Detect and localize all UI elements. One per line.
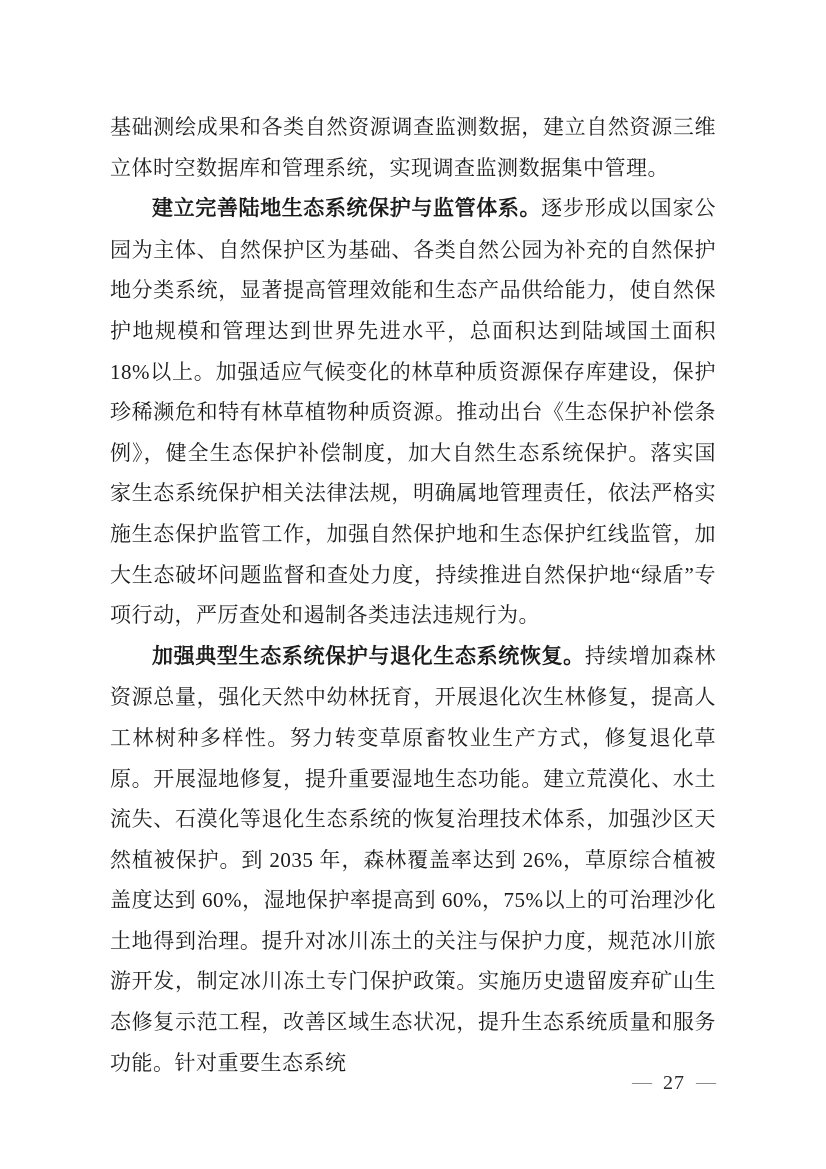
page-number: 27 [663,1072,685,1094]
page-number-dash-left: — [632,1071,652,1093]
paragraph-ecosystem-restoration [110,636,716,1084]
paragraph-land-ecosystem-protection [110,188,716,636]
paragraph-text: 逐步形成以国家公园为主体、自然保护区为基础、各类自然公园为补充的自然保护地分类系统，显著提高管理效能和生态产品供给能力，使自然保护地规模和管理达到世界先进水平，总面积达到陆域国土面积 18%以上。加强适应气候变化的林草种质资源保存库建设，保护珍稀濒危和特有林草植物种质资源。推动出台《生态保护补偿条例》，健全生态保护补偿制度，加大自然生态系统保护。落实国家生态系统保护相关法律法规，明确属地管理责任，依法严格实施生态保护监管工作，加强自然保护地和生态保护红线监管，加大生态破坏问题监督和查处力度，持续推进自然保护地“绿盾”专项行动，严厉查处和遏制各类违法违规行为。 [110,196,717,628]
page-number-dash-right: — [696,1071,716,1093]
paragraph-text: 持续增加森林资源总量，强化天然中幼林抚育，开展退化次生林修复，提高人工林树种多样性。努力转变草原畜牧业生产方式，修复退化草原。开展湿地修复，提升重要湿地生态功能。建立荒漠化、水土流失、石漠化等退化生态系统的恢复治理技术体系，加强沙区天然植被保护。到 2035 年，森林覆盖率达到 26%，草原综合植被盖度达到 60%，湿地保护率提高到 60%，75%以上的可治理沙化土地得到治理。提升对冰川冻土的关注与保护力度，规范冰川旅游开发，制定冰川冻土专门保护政策。实施历史遗留废弃矿山生态修复示范工程，改善区域生态状况，提升生态系统质量和服务功能。针对重要生态系统 [110,643,717,1075]
paragraph-bold-lead: 建立完善陆地生态系统保护与监管体系。 [152,197,542,221]
paragraph-continuation [110,107,716,188]
paragraph-text: 基础测绘成果和各类自然资源调查监测数据，建立自然资源三维立体时空数据库和管理系统，实现调查监测数据集中管理。 [110,115,716,180]
page-footer [632,1072,716,1095]
paragraph-bold-lead: 加强典型生态系统保护与退化生态系统恢复。 [152,644,585,668]
text-content [110,107,716,1083]
